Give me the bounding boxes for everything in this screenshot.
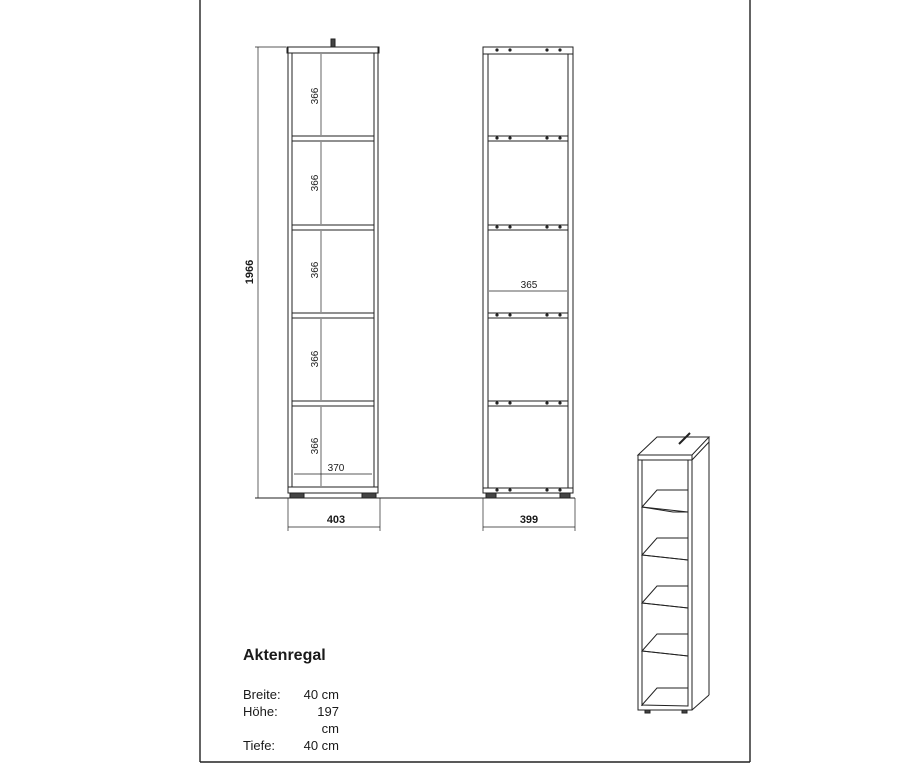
spec-value: 197 cm <box>317 704 339 736</box>
spec-row-width <box>243 686 339 703</box>
side-depth-label: 399 <box>519 514 539 526</box>
compartment-dim-4: 366 <box>310 350 321 368</box>
side-dowel-holes <box>495 48 561 491</box>
total-height-label: 1966 <box>244 259 256 285</box>
side-view <box>483 47 573 498</box>
spec-row-height <box>243 703 339 737</box>
compartment-dim-1: 366 <box>310 87 321 105</box>
front-compartment-dims <box>294 54 372 486</box>
product-title: Aktenregal <box>243 647 326 664</box>
total-height-dim <box>255 47 286 498</box>
side-inner-depth-label: 365 <box>520 280 538 291</box>
spec-label: Tiefe: <box>243 738 276 753</box>
perspective-view <box>638 433 709 713</box>
spec-value: 40 cm <box>303 738 339 753</box>
compartment-dim-3: 366 <box>310 261 321 279</box>
front-view <box>287 39 379 498</box>
compartment-dim-5: 366 <box>310 437 321 455</box>
spec-value: 40 cm <box>303 687 339 702</box>
front-width-label: 403 <box>326 514 346 526</box>
spec-label: Breite: <box>243 687 281 702</box>
spec-label: Höhe: <box>243 704 278 719</box>
spec-row-depth <box>243 737 339 754</box>
spec-list <box>243 686 339 754</box>
compartment-dim-2: 366 <box>310 174 321 192</box>
front-inner-width-label: 370 <box>327 463 345 474</box>
